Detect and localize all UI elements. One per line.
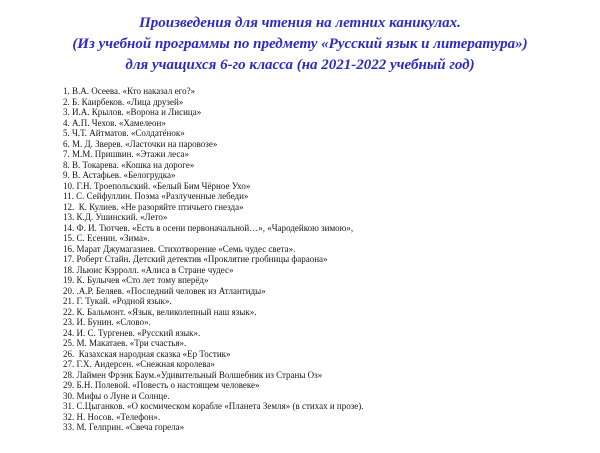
list-item: 33. М. Гелприн. «Свеча горела»	[63, 422, 185, 432]
title-line-3: для учащихся 6-го класса (на 2021-2022 учебный год)	[125, 57, 475, 73]
list-item: 29. Б.Н. Полевой. «Повесть о настоящем человеке»	[63, 380, 260, 390]
list-item: 23. И. Бунин. «Слово».	[63, 317, 151, 327]
list-item: 13. К.Д. Ушинский. «Лето»	[63, 212, 168, 222]
list-item: 17. Роберт Стайн. Детский детектив «Проклятие гробницы фараона»	[63, 254, 328, 264]
list-item: 14. Ф. И. Тютчев. «Есть в осени первоначальной…», «Чародейкою зимою»,	[63, 222, 354, 233]
list-item: 9. В. Астафьев. «Белогрудка»	[63, 170, 176, 180]
page-title	[0, 0, 600, 76]
list-item: 1. В.А. Осеева. «Кто наказал его?»	[63, 86, 196, 96]
list-item: 11. С. Сейфуллин. Поэма «Разлученные лебеди»	[63, 191, 249, 201]
list-item: 16. Марат Джумагазиев. Стихотворение «Семь чудес света».	[63, 243, 296, 254]
list-item: 26. Казахская народная сказка «Ер Тостик»	[63, 348, 231, 359]
list-item: 27. Г.Х. Андерсен. «Снежная королева»	[63, 359, 215, 369]
list-item: 5. Ч.Т. Айтматов. «Солдатёнок»	[63, 128, 185, 138]
list-item: 24. И. С. Тургенев. «Русский язык».	[63, 327, 201, 338]
list-item: 18. Льюис Кэрролл. «Алиса в Стране чудес»	[63, 264, 234, 275]
list-item: 22. К. Бальмонт. «Язык, великолепный наш язык».	[63, 306, 257, 317]
list-item: 3. И.А. Крылов. «Ворона и Лисица»	[63, 107, 202, 117]
list-item: 30. Мифы о Луне и Солнце.	[63, 390, 170, 401]
list-item: 21. Г. Тукай. «Родной язык».	[63, 296, 172, 306]
list-item: 19. К. Булычев «Сто лет тому вперёд»	[63, 275, 209, 285]
list-item: 31. С.Цыганков. «О космическом корабле «Планета Земля» (в стихах и прозе).	[63, 401, 364, 411]
list-item: 28. Лаймен Фрэнк Баум.«Удивительный Волшебник из Страны Оз»	[63, 369, 323, 380]
list-item: 4. А.П. Чехов. «Хамелеон»	[63, 117, 166, 128]
list-item: 6. М. Д. Зверев. «Ласточки на паровозе»	[63, 138, 218, 149]
list-item: 15. С. Есенин. «Зима».	[63, 233, 150, 243]
title-line-2: (Из учебной программы по предмету «Русский язык и литература»)	[72, 36, 528, 52]
title-line-1: Произведения для чтения на летних каникулах.	[139, 15, 461, 31]
list-item: 10. Г.Н. Троепольский. «Белый Бим Чёрное Ухо»	[63, 180, 251, 191]
list-item: 25. М. Макатаев. «Три счастья».	[63, 338, 187, 348]
list-item: 7. М.М. Пришвин. «Этажи леса»	[63, 149, 189, 159]
list-item: 8. В. Токарева. «Кошка на дороге»	[63, 159, 195, 170]
list-item: 20. .А.Р. Беляев. «Последний человек из Атлантиды»	[63, 285, 266, 296]
list-item: 32. Н. Носов. «Телефон».	[63, 411, 161, 422]
list-item: 2. Б. Каирбеков. «Лица друзей»	[63, 96, 184, 107]
list-item: 12. К. Кулиев. «Не разоряйте птичьего гнезда»	[63, 201, 244, 212]
reading-list	[0, 86, 600, 433]
